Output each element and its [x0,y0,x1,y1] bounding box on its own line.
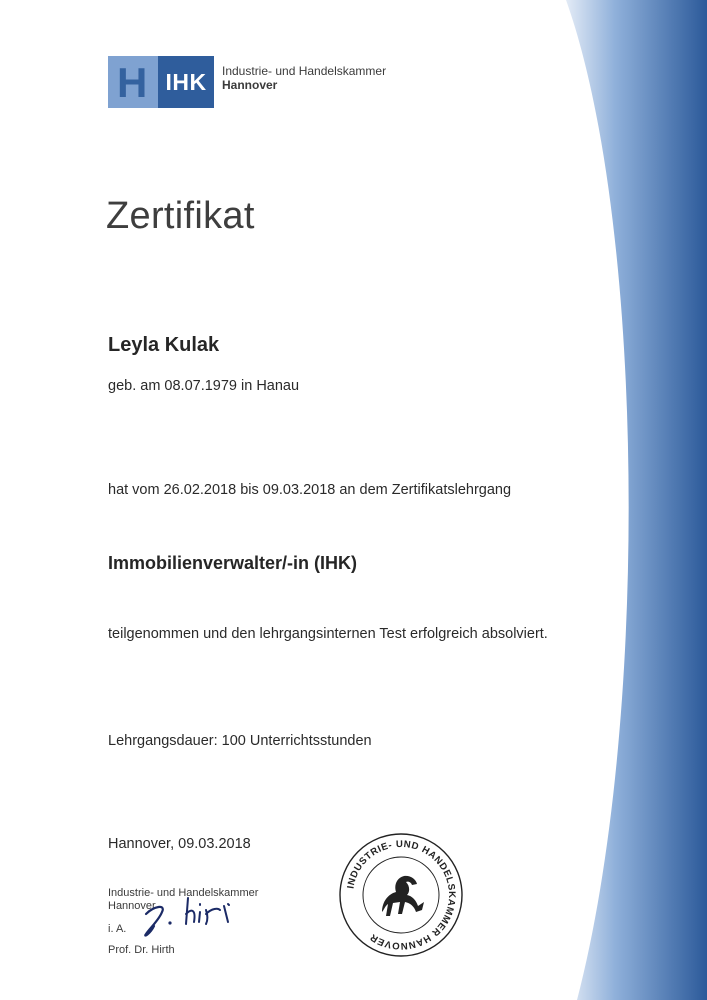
certificate-title: Zertifikat [106,195,255,237]
logo-org-name [222,56,386,108]
course-result: teilgenommen und den lehrgangsinternen Test erfolgreich absolviert. [108,626,548,642]
place-date: Hannover, 09.03.2018 [108,836,251,852]
course-title: Immobilienverwalter/-in (IHK) [108,553,358,573]
logo-org-line1: Industrie- und Handelskammer [222,64,387,78]
logo-h-block [108,56,158,108]
signatory-name: Prof. Dr. Hirth [108,944,175,956]
logo-org-line2: Hannover [222,78,278,92]
signatory-org-line1: Industrie- und Handelskammer [108,887,259,899]
logo-h-letter: H [117,59,148,106]
signatory-org-line2: Hannover [108,899,156,912]
handwritten-signature [132,894,244,938]
logo-ihk-block: IHK [158,56,214,108]
ihk-seal [338,832,464,958]
course-duration: Lehrgangsdauer: 100 Unterrichtsstunden [108,733,372,749]
recipient-name: Leyla Kulak [108,334,220,356]
seal-text-path: INDUSTRIE- UND HANDELSKAMMER HANNOVER [345,838,458,952]
ihk-logo [108,56,386,108]
course-period: hat vom 26.02.2018 bis 09.03.2018 an dem Zertifikatslehrgang [108,482,512,498]
signatory-ia: i. A. [108,923,127,935]
recipient-birth: geb. am 08.07.1979 in Hanau [108,378,300,394]
horse-icon [382,876,424,916]
